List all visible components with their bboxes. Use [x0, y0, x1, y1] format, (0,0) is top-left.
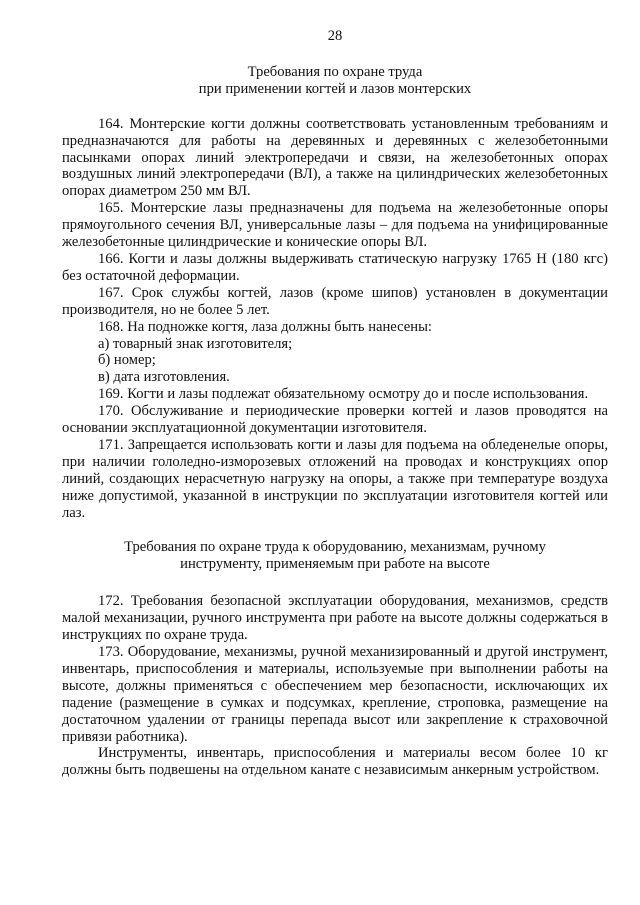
page-content — [62, 28, 608, 779]
paragraph-168: 168. На подножке когтя, лаза должны быть нанесены: — [98, 318, 432, 335]
section-heading-climbing-irons — [62, 64, 608, 98]
section-heading-equipment — [62, 539, 608, 573]
list-item-b: б) номер; — [98, 352, 156, 369]
paragraph-173: 173. Оборудование, механизмы, ручной механизированный и другой инструмент, инвентарь, приспособления и материалы, используемые при выполнении работы на высоте, должны применяться с обеспечением мер безопасности, исключающих их падение (размещение в сумках и подсумках, крепление, строповка, размещение на достаточном удалении от границы перепада высот или закрепление к страховочной привязи работника). — [62, 644, 608, 745]
heading-line: Требования по охране труда к оборудованию, механизмам, ручному — [124, 539, 546, 556]
list-item-a: а) товарный знак изготовителя; — [98, 335, 293, 352]
paragraph-164: 164. Монтерские когти должны соответствовать установленным требованиям и предназначаются для работы на деревянных и деревянных с железобетонными пасынками опорах линий электропередачи и связи, на железобетонных опорах воздушных линий электропередачи (ВЛ), а также на цилиндрических железобетонных опорах диаметром 250 мм ВЛ. — [62, 115, 608, 200]
paragraph-tools-weight: Инструменты, инвентарь, приспособления и материалы весом более 10 кг должны быть подвешены на отдельном канате с независимым анкерным устройством. — [62, 745, 608, 779]
paragraph-171: 171. Запрещается использовать когти и лазы для подъема на обледенелые опоры, при наличии гололедно-изморозевых отложений на проводах и конструкциях опор линий, создающих нерасчетную нагрузку на опоры, а также при температуре воздуха ниже допустимой, указанной в инструкции по эксплуатации изготовителя когтей или лаз. — [62, 436, 608, 521]
page-number: 28 — [327, 28, 343, 44]
heading-line: при применении когтей и лазов монтерских — [198, 80, 472, 97]
paragraph-172: 172. Требования безопасной эксплуатации оборудования, механизмов, средств малой механизации, ручного инструмента при работе на высоте должны содержаться в инструкциях по охране труда. — [62, 593, 608, 644]
list-item-c: в) дата изготовления. — [98, 369, 230, 386]
paragraph-169: 169. Когти и лазы подлежат обязательному осмотру до и после использования. — [98, 386, 589, 403]
paragraph-170: 170. Обслуживание и периодические проверки когтей и лазов проводятся на основании эксплуатационной документации изготовителя. — [62, 403, 608, 437]
paragraph-165: 165. Монтерские лазы предназначены для подъема на железобетонные опоры прямоугольного сечения ВЛ, универсальные лазы – для подъема на унифицированные железобетонные цилиндрические и конические опоры ВЛ. — [62, 200, 608, 251]
paragraph-167: 167. Срок службы когтей, лазов (кроме шипов) установлен в документации производителя, но не более 5 лет. — [62, 284, 608, 318]
paragraph-166: 166. Когти и лазы должны выдерживать статическую нагрузку 1765 Н (180 кгс) без остаточной деформации. — [62, 250, 608, 284]
heading-line: Требования по охране труда — [247, 63, 423, 80]
heading-line: инструменту, применяемым при работе на высоте — [180, 556, 490, 573]
